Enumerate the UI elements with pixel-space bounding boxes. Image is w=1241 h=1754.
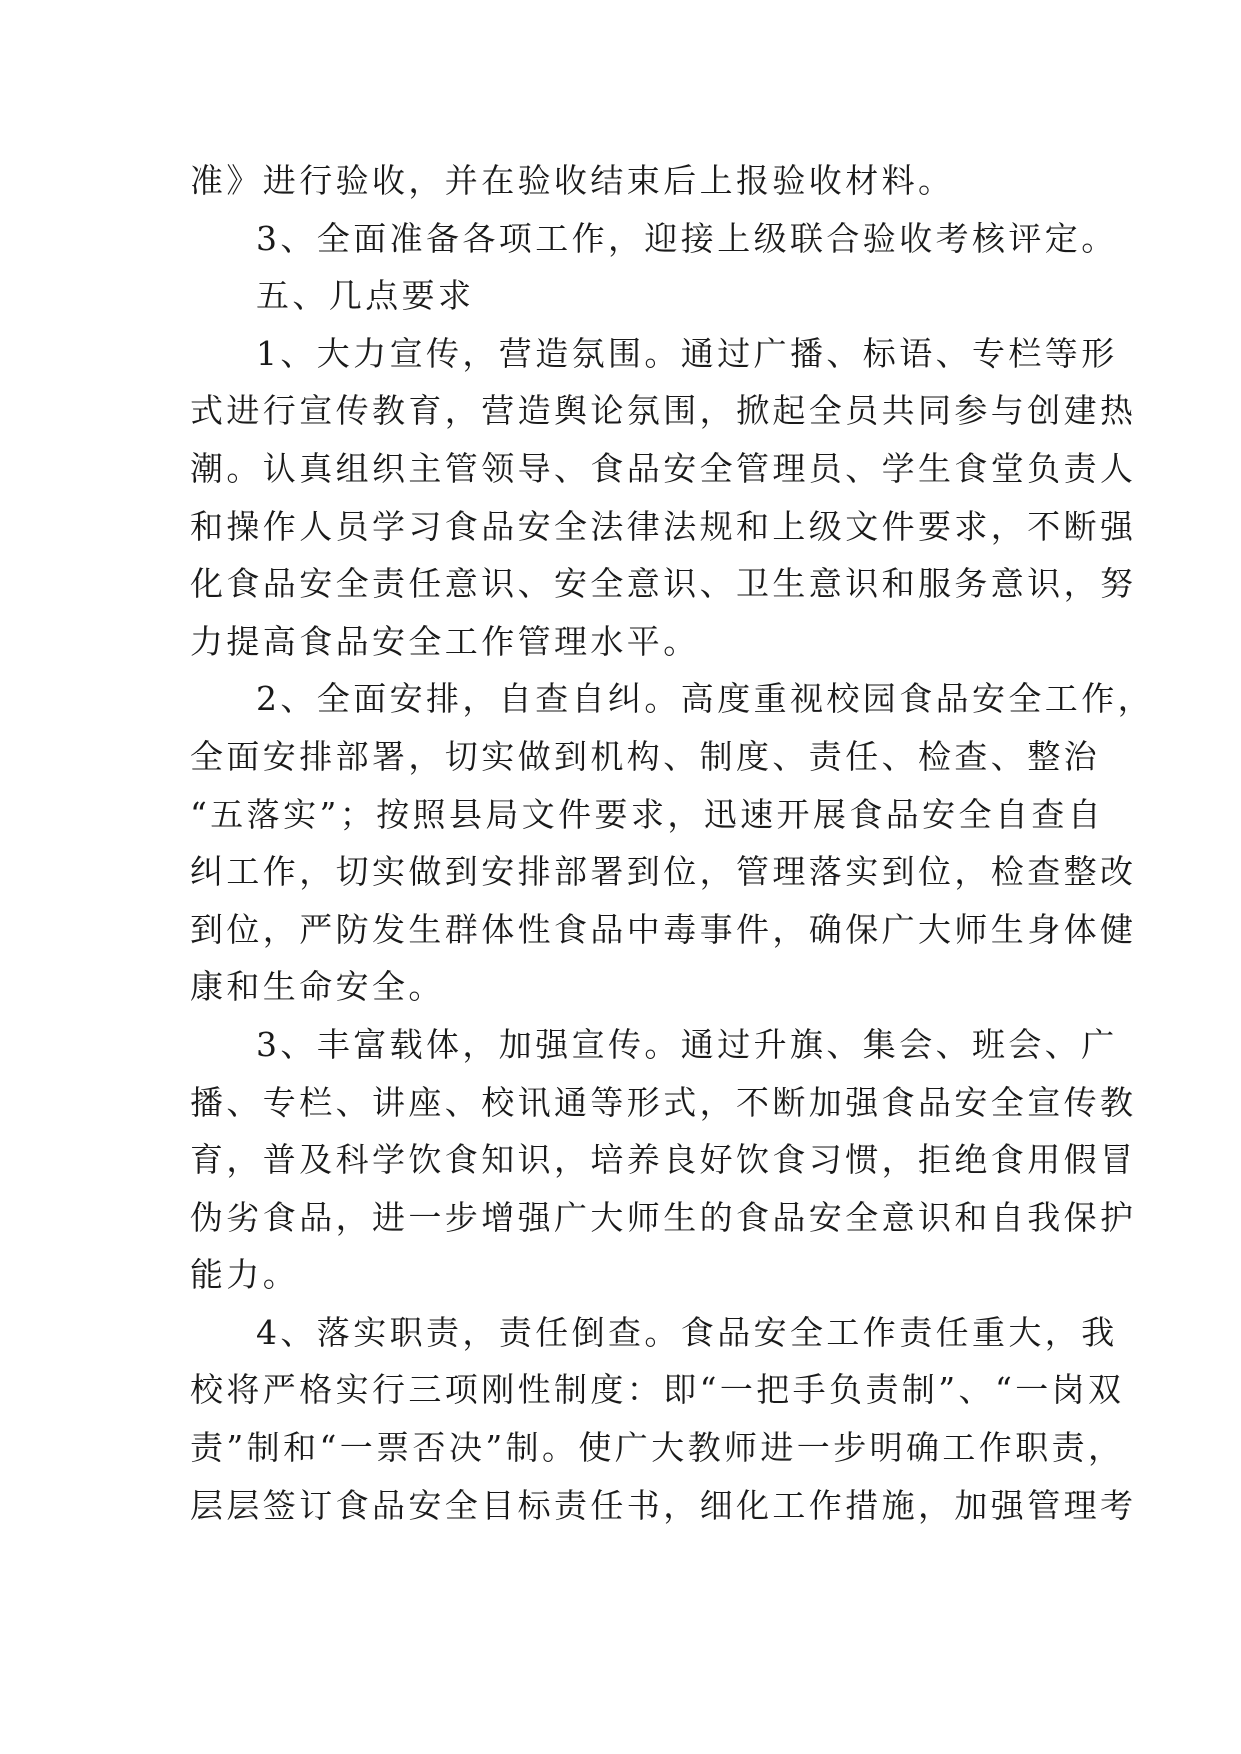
paragraph-first-line: 2、全面安排，自查自纠。高度重视校园食品安全工作， [256,679,1154,719]
paragraph-line: “五落实”；按照县局文件要求，迅速开展食品安全自查自 [190,794,1105,834]
paragraph-line: 康和生命安全。 [190,967,445,1007]
paragraph-line: 播、专栏、讲座、校讯通等形式，不断加强食品安全宣传教 [190,1082,1137,1122]
paragraph-line: 潮。认真组织主管领导、食品安全管理员、学生食堂负责人 [190,448,1137,488]
paragraph-line: 化食品安全责任意识、安全意识、卫生意识和服务意识，努 [190,564,1137,604]
paragraph-line: 伪劣食品，进一步增强广大师生的食品安全意识和自我保护 [190,1197,1137,1237]
paragraph-line: 式进行宣传教育，营造舆论氛围，掀起全员共同参与创建热 [190,391,1137,431]
paragraph-first-line: 五、几点要求 [256,276,475,316]
paragraph-first-line: 3、全面准备各项工作，迎接上级联合验收考核评定。 [256,218,1118,258]
paragraph-first-line: 3、丰富载体，加强宣传。通过升旗、集会、班会、广 [256,1024,1118,1064]
paragraph-line: 责”制和“一票否决”制。使广大教师进一步明确工作职责， [190,1428,1125,1468]
paragraph-first-line: 4、落实职责，责任倒查。食品安全工作责任重大，我 [256,1312,1118,1352]
document-body [190,152,1154,1534]
paragraph-line: 育，普及科学饮食知识，培养良好饮食习惯，拒绝食用假冒 [190,1140,1137,1180]
paragraph-line: 到位，严防发生群体性食品中毒事件，确保广大师生身体健 [190,909,1137,949]
paragraph-line: 纠工作，切实做到安排部署到位，管理落实到位，检查整改 [190,852,1137,892]
paragraph-line: 全面安排部署，切实做到机构、制度、责任、检查、整治 [190,736,1100,776]
paragraph-line: 层层签订食品安全目标责任书，细化工作措施，加强管理考 [190,1485,1137,1525]
paragraph-line: 和操作人员学习食品安全法律法规和上级文件要求，不断强 [190,506,1137,546]
paragraph-line: 能力。 [190,1255,300,1295]
paragraph-line: 准》进行验收，并在验收结束后上报验收材料。 [190,161,955,200]
paragraph-line: 力提高食品安全工作管理水平。 [190,621,700,661]
paragraph-line: 校将严格实行三项刚性制度：即“一把手负责制”、“一岗双 [190,1370,1125,1410]
paragraph-first-line: 1、大力宣传，营造氛围。通过广播、标语、专栏等形 [256,333,1118,373]
